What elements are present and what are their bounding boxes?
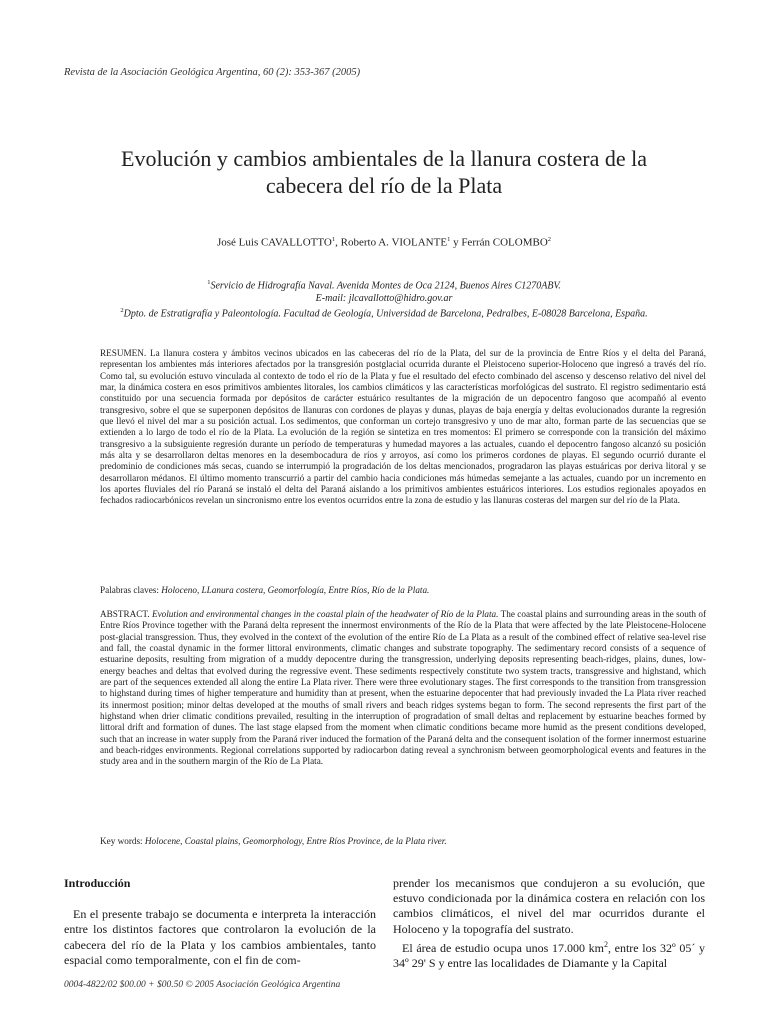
author-separator: , — [335, 236, 341, 249]
author-name: Roberto A. VIOLANTE — [340, 236, 448, 249]
author-sup: 1 — [331, 236, 336, 243]
affiliation-sup: 1 — [207, 279, 211, 286]
author-sup: 1 — [447, 236, 451, 243]
key-words-text: Holocene, Coastal plains, Geomorphology, Entre Ríos Province, de la Plata river. — [144, 836, 447, 846]
intro-paragraph: En el presente trabajo se documenta e interpreta la interacción entre los distintos factores que controlaron la evolución de la cabecera del río de la Plata y los cambios ambientales, tanto espacial como temporalmente, con el fin de com- — [64, 907, 376, 967]
intro-paragraph-continued: prender los mecanismos que condujeron a su evolución, que estuvo condicionada por la dinámica costera en relación con los cambios climáticos, el nivel del mar ocurridos durante el Holoceno y la topografía del sustrato. — [393, 876, 705, 936]
affiliation-1 — [64, 276, 704, 305]
study-area-text-b: , entre los 32º 05´ y 34º 29' S y entre las localidades de Diamante y la Capital — [393, 940, 705, 971]
abstract-title: Evolution and environmental changes in the coastal plain of the headwater of Río de la Plata. — [151, 609, 499, 619]
intro-column-left — [64, 876, 376, 968]
affiliation-email: E-mail: jlcavallotto@hidro.gov.ar — [315, 293, 453, 305]
abstract-text: The coastal plains and surrounding areas in the south of Entre Ríos Province together with the Paraná delta represent the innermost environments of the Río de la Plata that were affected by the late Pleistocene-Holocene post-glacial transgression. Thus, they evolved in the context of the evolution of the entire Río de La Plata as a result of the combined effect of relative sea-level rise and fall, the coastal dynamic in the former littoral environments, climatic changes and substrate topography. The sedimentary record consists of a sequence of estuarine deposits, resulting from migration of a muddy depocentre during the transgression, underlying deposits representing beach-ridges, plains, dunes, low-energy beaches and deltas that evolved during the regressive event. These sediments respectively constitute two system tracts, transgressive and highstand, which are part of the sequences extended all along the entire La Plata river. There were three evolutionary stages. The first corresponds to the transition from transgression to highstand during times of higher temperature and humidity than at present, when the estuarine depocenter that had previously invaded the La Plata river reached its innermost position; minor deltas developed at the mouths of small rivers and beach ridges systems began to form. The second represents the first part of the highstand when drier climatic conditions prevailed, resulting in the interruption of progradation of small deltas and replacement by estuarine beaches formed by littoral drift and formation of dunes. The last stage elapsed from the moment when climatic conditions became more humid as the present conditions developed, such that an increase in water supply from the Paraná river induced the formation of the Paraná delta and the consequent isolation of the former innermost estuarine and beach-ridges environments. Regional correlations supported by radiocarbon dating reveal a synchronism between geomorphological events and features in the study area and in the southern margin of the Río de La Plata. — [100, 609, 707, 767]
palabras-claves-label: Palabras claves: — [100, 585, 159, 595]
study-area-paragraph — [393, 937, 705, 971]
section-heading: Introducción — [64, 876, 131, 890]
title-line-1: Evolución y cambios ambientales de la llanura costera de la — [121, 146, 647, 171]
key-words-label: Key words: — [100, 836, 143, 846]
unit-superscript: 2 — [603, 939, 608, 949]
author-separator: y — [450, 236, 462, 249]
affiliation-text: Dpto. de Estratigrafía y Paleontología. Facultad de Geología, Universidad de Barcelona, Pedralbes, E-08028 Barcelona, España. — [123, 308, 648, 320]
resumen — [100, 348, 706, 507]
affiliation-2 — [64, 304, 704, 320]
affiliation-text: Servicio de Hidrografía Naval. Avenida Montes de Oca 2124, Buenos Aires C1270ABV. — [210, 280, 561, 292]
author-name: José Luis CAVALLOTTO — [216, 236, 332, 249]
author-list — [64, 236, 704, 249]
journal-reference: Revista de la Asociación Geológica Argentina, 60 (2): 353-367 (2005) — [64, 67, 361, 78]
palabras-claves — [100, 585, 706, 596]
intro-column-right — [393, 876, 705, 971]
copyright-footer: 0004-4822/02 $00.00 + $00.50 © 2005 Asociación Geológica Argentina — [64, 980, 341, 990]
abstract-label: ABSTRACT. — [100, 609, 150, 619]
study-area-text-a: El área de estudio ocupa unos 17.000 km — [402, 940, 604, 955]
author-name: Ferrán COLOMBO — [461, 236, 548, 249]
affiliation-sup: 2 — [120, 307, 124, 314]
abstract — [100, 609, 706, 768]
title-line-2: cabecera del río de la Plata — [265, 173, 503, 198]
paper-title — [64, 145, 704, 199]
author-sup: 2 — [547, 236, 552, 243]
resumen-label: RESUMEN. — [100, 348, 147, 358]
resumen-text: La llanura costera y ámbitos vecinos ubicados en las cabeceras del río de la Plata, del sur de la provincia de Entre Ríos y el delta del Paraná, representan los ambientes más interiores afectados por la transgresión postglacial ocurrida durante el Pleistoceno superior-Holoceno que ingresó a través del río. Como tal, su evolución estuvo vinculada al contexto de todo el río de la Plata y fue el resultado del efecto combinado del ascenso y descenso relativo del nivel del mar, la dinámica costera en esos primitivos ambientes litorales, los cambios climáticos y las características morfológicas del sustrato. El registro sedimentario está constituido por una secuencia formada por depósitos de carácter estuárico resultantes de la migración de un depocentro fangoso que acompañó al evento transgresivo, sobre el que se superponen depósitos de llanuras con cordones de playas y dunas, playas de baja energía y deltas evolucionados durante la regresión que llevó el nivel del mar a su posición actual. Los sedimentos, que conforman un cortejo transgresivo y uno de mar alto, forman parte de las secuencias que se extienden a lo largo de todo el río de la Plata. La evolución de la región se sintetiza en tres momentos: El primero se corresponde con la transición del máximo transgresivo a la subsiguiente regresión durante un período de temperaturas y humedad mayores a las actuales, cuando el depocentro fangoso alcanzó su posición más alta y se desarrollaron deltas menores en la desembocadura de ríos y arroyos, así como los primeros cordones de playas. El segundo ocurrió durante el predominio de condiciones más secas, cuando se interrumpió la progradación de los deltas mencionados, progradaron las playas estuáricas por deriva litoral y se desarrollaron médanos. El último momento transcurrió a partir del cambio hacia condiciones más húmedas semejante a las actuales, cuando por un incremento en los aportes fluviales del río Paraná se instaló el delta del Paraná aislando a los primitivos ambientes estuáricos interiores. Los estudios regionales apoyados en fechados radiocarbónicos revelan un sincronismo entre los eventos ocurridos entre la zona de estudio y las llanuras costeras del margen sur del río de la Plata. — [100, 348, 706, 506]
palabras-claves-text: Holoceno, LLanura costera, Geomorfología, Entre Ríos, Río de la Plata. — [161, 585, 430, 595]
key-words — [100, 836, 706, 847]
